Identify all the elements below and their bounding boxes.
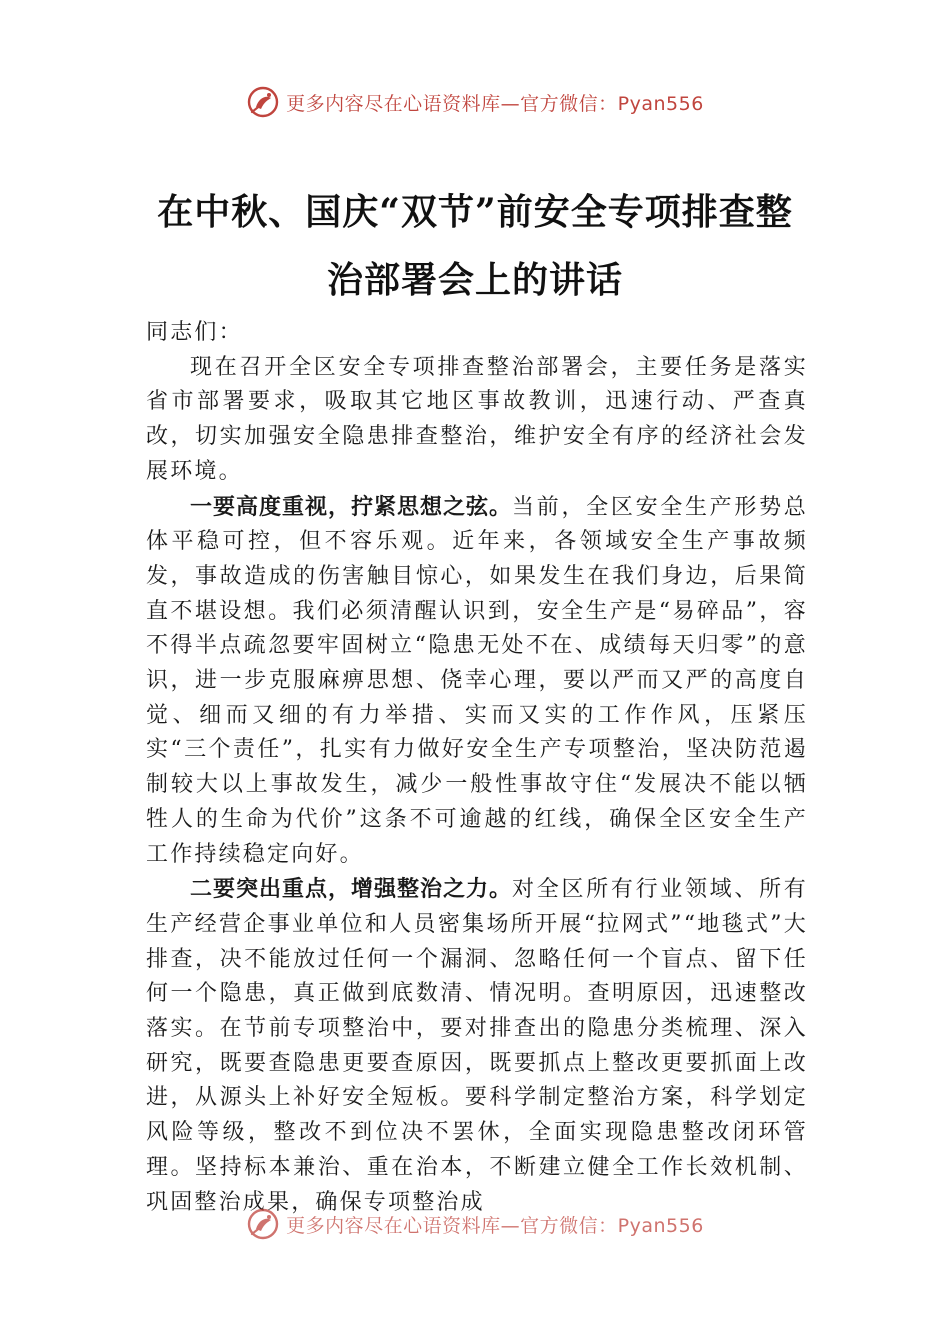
- document-title-line-2: 治部署会上的讲话: [326, 259, 623, 301]
- watermark-text: 更多内容尽在心语资料库—官方微信：Pyan556: [286, 92, 704, 115]
- paragraph-body: 对全区所有行业领域、所有生产经营企事业单位和人员密集场所开展“拉网式”“地毯式”大排查，决不能放过任何一个漏洞、忽略任何一个盲点、留下任何一个隐患，真正做到底数清、情况明。查明原因，迅速整改落实。在节前专项整治中，要对排查出的隐患分类梳理、深入研究，既要查隐患更要查原因，既要抓点上整改更要抓面上改进，从源头上补好安全短板。要科学制定整治方案，科学划定风险等级，整改不到位决不罢休，全面实现隐患整改闭环管理。坚持标本兼治、重在治本，不断建立健全工作长效机制、巩固整治成果，确保专项整治成: [146, 877, 808, 1215]
- paragraph-body: 现在召开全区安全专项排查整治部署会，主要任务是落实省市部署要求，吸取其它地区事故教训，迅速行动、严查真改，切实加强安全隐患排查整治，维护安全有序的经济社会发展环境。: [146, 354, 808, 484]
- paragraph-heading: 二要突出重点，增强整治之力。: [190, 876, 513, 903]
- seal-logo-icon: [246, 85, 280, 119]
- paragraph-intro: [146, 351, 808, 490]
- paragraph-body: 当前，全区安全生产形势总体平稳可控，但不容乐观。近年来，各领域安全生产事故频发，事故造成的伤害触目惊心，如果发生在我们身边，后果简直不堪设想。我们必须清醒认识到，安全生产是“易碎品”，容不得半点疏忽要牢固树立“隐患无处不在、成绩每天归零”的意识，进一步克服麻痹思想、侥幸心理，要以严而又严的高度自觉、细而又细的有力举措、实而又实的工作作风，压紧压实“三个责任”，扎实有力做好安全生产专项整治，坚决防范遏制较大以上事故发生，减少一般性事故守住“发展决不能以牺牲人的生命为代价”这条不可逾越的红线，确保全区安全生产工作持续稳定向好。: [146, 494, 808, 867]
- paragraph-point-2: [146, 872, 808, 1218]
- document-title-line-1: 在中秋、国庆“双节”前安全专项排查整: [157, 191, 793, 233]
- watermark-text: 更多内容尽在心语资料库—官方微信：Pyan556: [286, 1214, 704, 1237]
- watermark-footer: [0, 1204, 950, 1244]
- paragraph-point-1: [146, 490, 808, 873]
- paragraph-heading: 一要高度重视，拧紧思想之弦。: [190, 493, 513, 520]
- seal-logo-icon: [246, 1207, 280, 1241]
- document-body: [146, 316, 808, 1218]
- watermark-header: [0, 82, 950, 122]
- greeting: 同志们：: [146, 320, 243, 345]
